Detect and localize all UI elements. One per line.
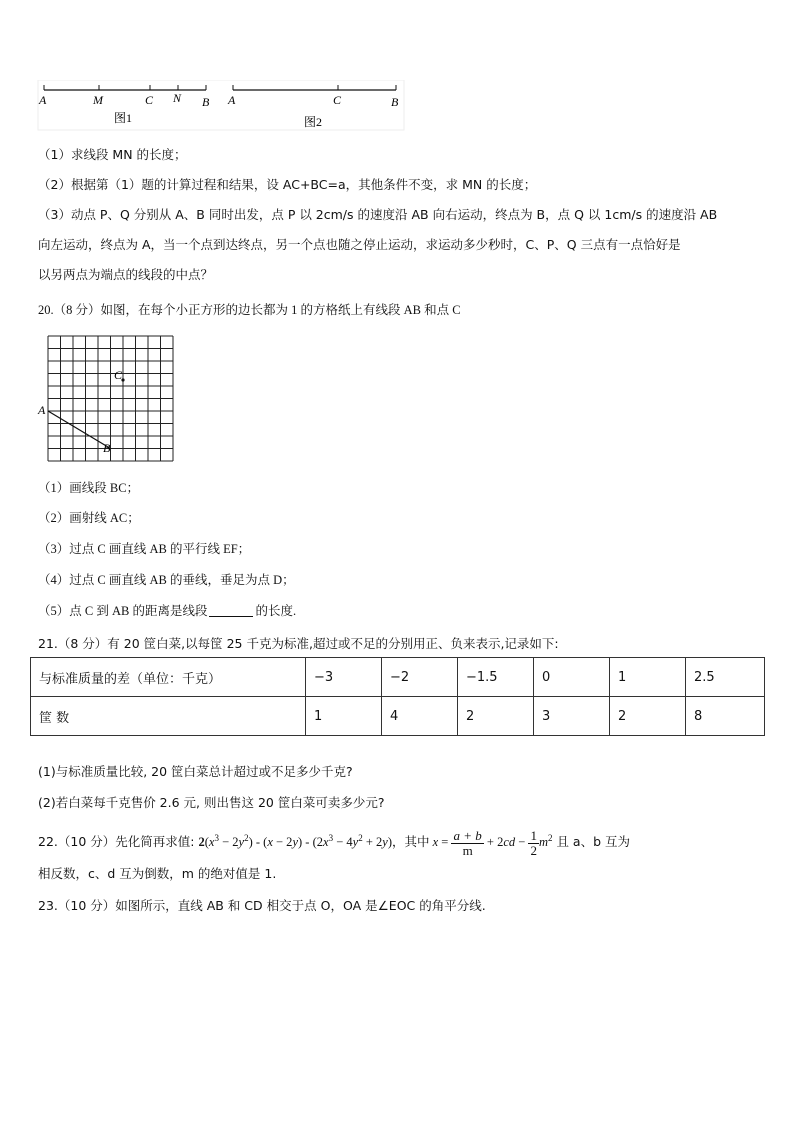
- table-cell: 4: [382, 697, 458, 736]
- caption-fig2: 图2: [304, 115, 323, 129]
- table-cell: 3: [534, 697, 610, 736]
- q20-heading: 20.（8 分）如图，在每个小正方形的边长都为 1 的方格纸上有线段 AB 和点 C: [38, 303, 461, 317]
- label-B: B: [202, 95, 210, 109]
- grid-label-C: C: [114, 368, 123, 382]
- table-row: [31, 697, 765, 736]
- q20-part2: （2）画射线 AC；: [38, 511, 140, 525]
- grid-label-B: B: [103, 441, 111, 455]
- q22-line1: [38, 822, 630, 858]
- table-cell: 1: [610, 658, 686, 697]
- q19-part3-line1: （3）动点 P、Q 分别从 A、B 同时出发，点 P 以 2cm/s 的速度沿 AB 向右运动，终点为 B，点 Q 以 1cm/s 的速度沿 AB: [38, 207, 718, 222]
- grid-figure: [36, 330, 181, 465]
- table-cell: −1.5: [458, 658, 534, 697]
- label-N: N: [173, 91, 182, 105]
- q20-part5-suffix: 的长度.: [255, 604, 297, 618]
- q20-part4: （4）过点 C 画直线 AB 的垂线，垂足为点 D；: [38, 573, 295, 587]
- table-cell: 0: [534, 658, 610, 697]
- table-cell: −3: [306, 658, 382, 697]
- q19-part1: （1）求线段 MN 的长度；: [38, 147, 187, 162]
- q22-expression: $2(x^3 - 2y^2) - (x - 2y) - (2x^3 - 4y^2 + 2y)$，其中 x = $\frac{a + b}{m}$ + 2cd − $\frac{1}{2}$ $m^2$: [198, 827, 553, 858]
- table-cell: 1: [306, 697, 382, 736]
- segment-AB: [48, 411, 111, 449]
- label-C: C: [145, 93, 154, 107]
- label-C2: C: [333, 93, 342, 107]
- table-cell: 2: [610, 697, 686, 736]
- q21-heading: 21.（8 分）有 20 筐白菜,以每筐 25 千克为标准,超过或不足的分别用正、负来表示,记录如下:: [38, 636, 559, 651]
- q23-text: 23.（10 分）如图所示，直线 AB 和 CD 相交于点 O，OA 是∠EOC 的角平分线.: [38, 898, 486, 913]
- q19-part3-line2: 向左运动，终点为 A，当一个点到达终点，另一个点也随之停止运动，求运动多少秒时，C、P、Q 三点有一点恰好是: [38, 237, 681, 252]
- segment-figures: [36, 80, 406, 132]
- q20-part3: （3）过点 C 画直线 AB 的平行线 EF；: [38, 542, 251, 556]
- weight-table: [30, 657, 765, 736]
- caption-fig1: 图1: [114, 111, 133, 125]
- row-label-diff: 与标准质量的差（单位：千克）: [31, 658, 306, 697]
- fraction-half: $\frac{1}{2}$: [530, 827, 537, 858]
- table-cell: −2: [382, 658, 458, 697]
- table-cell: 2: [458, 697, 534, 736]
- table-cell: 2.5: [686, 658, 765, 697]
- q22-line2: 相反数，c、d 互为倒数，m 的绝对值是 1.: [38, 866, 277, 881]
- answer-blank[interactable]: [209, 604, 253, 617]
- table-cell: 8: [686, 697, 765, 736]
- label-M: M: [93, 93, 103, 107]
- table-row: [31, 658, 765, 697]
- q22-heading: 22.（10 分）先化简再求值:: [38, 834, 199, 850]
- q19-part2: （2）根据第（1）题的计算过程和结果，设 AC+BC=a，其他条件不变，求 MN 的长度；: [38, 177, 537, 192]
- fraction-ab-m: $\frac{a + b}{m}$: [453, 827, 482, 858]
- label-A: A: [39, 93, 47, 107]
- label-A2: A: [228, 93, 236, 107]
- q21-part2: (2)若白菜每千克售价 2.6 元, 则出售这 20 筐白菜可卖多少元?: [38, 795, 385, 810]
- q20-part5: [38, 603, 296, 619]
- q21-part1: (1)与标准质量比较, 20 筐白菜总计超过或不足多少千克?: [38, 764, 353, 779]
- label-B2: B: [391, 95, 399, 109]
- grid-label-A: A: [38, 403, 46, 417]
- q19-part3-line3: 以另两点为端点的线段的中点？: [38, 267, 214, 282]
- row-label-count: 筐 数: [31, 697, 306, 736]
- q20-part1: （1）画线段 BC；: [38, 481, 140, 495]
- q20-part5-prefix: （5）点 C 到 AB 的距离是线段: [38, 604, 208, 618]
- grid-lines: [48, 336, 173, 461]
- q22-condition: 且 a、b 互为: [552, 834, 630, 850]
